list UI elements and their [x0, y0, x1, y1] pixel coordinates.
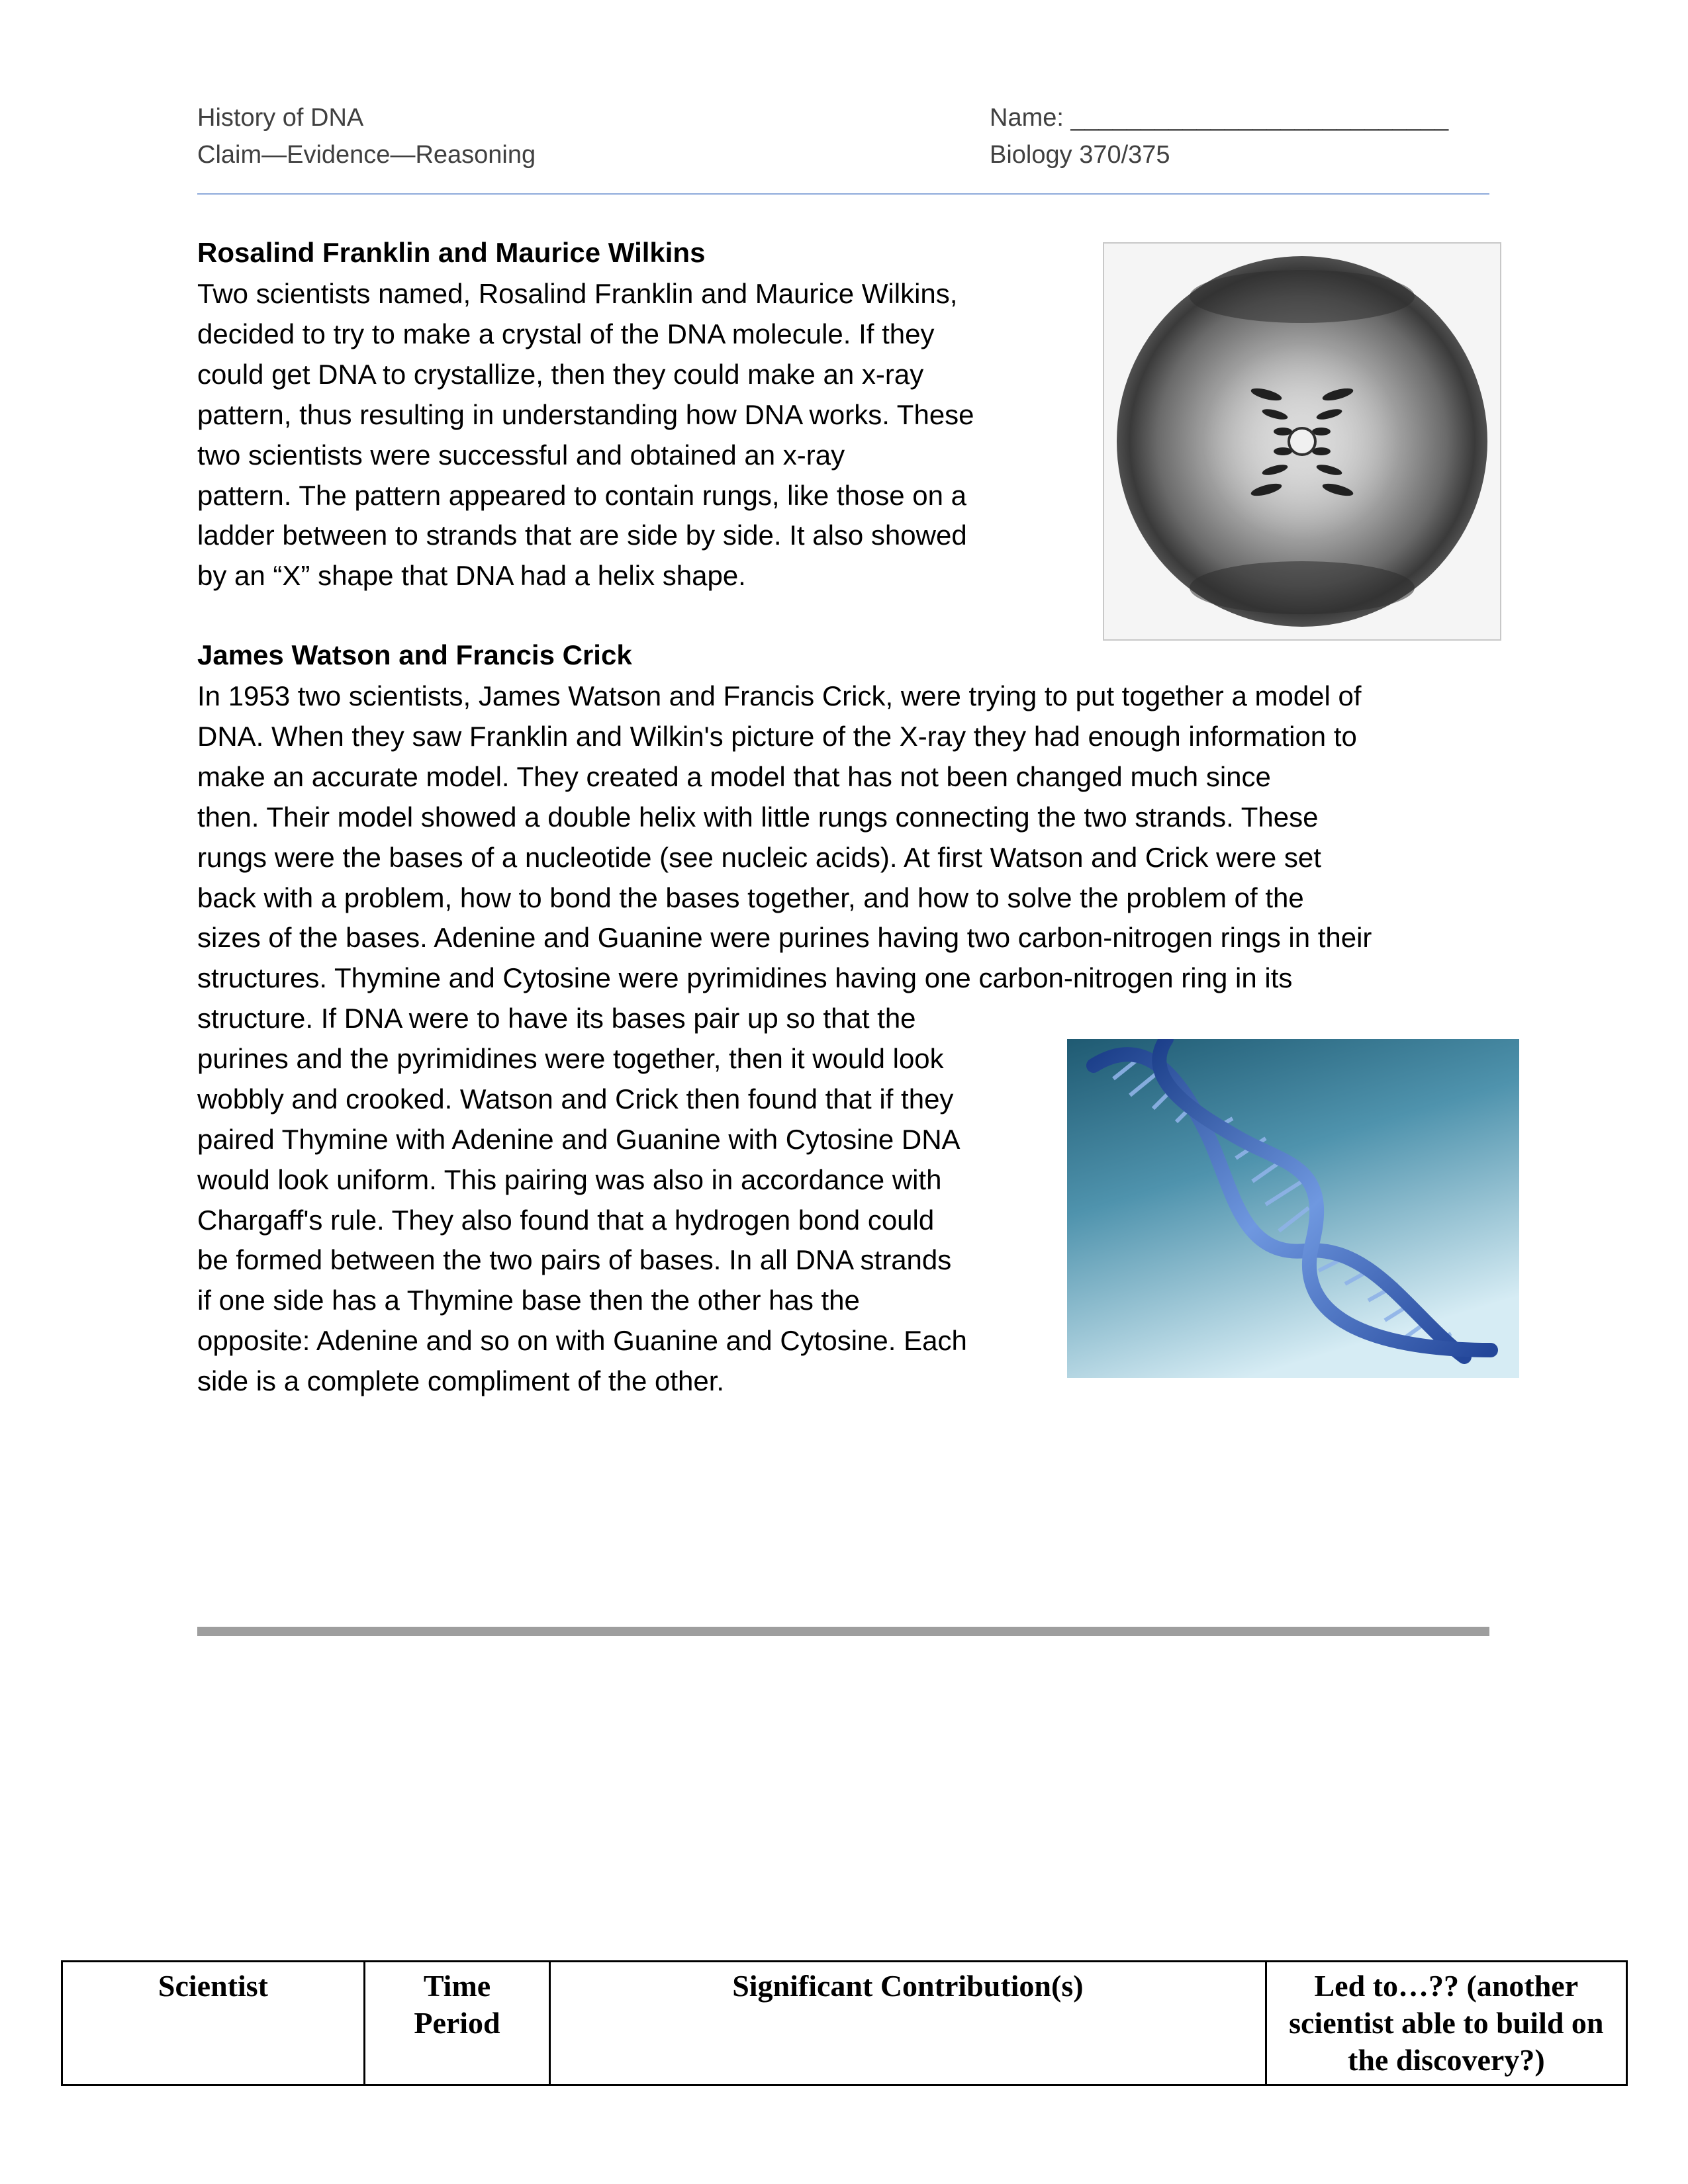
header-left [197, 99, 536, 173]
text-line: be formed between the two pairs of bases. In all DNA strands [197, 1244, 952, 1276]
text-line: then. Their model showed a double helix with little rungs connecting the two strands. These [197, 801, 1319, 833]
col-scientist: Scientist [62, 1962, 365, 2085]
xray-diffraction-graphic [1104, 244, 1500, 639]
franklin-heading: Rosalind Franklin and Maurice Wilkins [197, 237, 706, 268]
dna-helix-image [1067, 1039, 1519, 1378]
col-led-to: Led to…?? (another scientist able to build on the discovery?) [1266, 1962, 1626, 2085]
franklin-paragraph [197, 274, 974, 596]
col-contributions: Significant Contribution(s) [550, 1962, 1266, 2085]
text-line: structure. If DNA were to have its bases pair up so that the [197, 1003, 916, 1034]
text-line: In 1953 two scientists, James Watson and Francis Crick, were trying to put together a model of [197, 680, 1362, 711]
text-line: make an accurate model. They created a model that has not been changed much since [197, 760, 1271, 792]
text-line: rungs were the bases of a nucleotide (see nucleic acids). At first Watson and Crick were set [197, 841, 1321, 873]
text-line: would look uniform. This pairing was also in accordance with [197, 1163, 942, 1195]
dna-helix-graphic [1067, 1039, 1519, 1378]
text-line: DNA. When they saw Franklin and Wilkin's picture of the X-ray they had enough information to [197, 720, 1357, 752]
text-line: Two scientists named, Rosalind Franklin and Maurice Wilkins, [197, 278, 958, 309]
text-line: paired Thymine with Adenine and Guanine with Cytosine DNA [197, 1123, 961, 1155]
doc-title: History of DNA [197, 104, 364, 132]
text-line: decided to try to make a crystal of the DNA molecule. If they [197, 318, 935, 349]
col-time-period-label: Time Period [414, 1969, 500, 2040]
text-line: sizes of the bases. Adenine and Guanine were purines having two carbon-nitrogen rings in their [197, 922, 1372, 954]
text-line: side is a complete compliment of the other. [197, 1365, 725, 1397]
text-line: structures. Thymine and Cytosine were pyrimidines having one carbon-nitrogen ring in its [197, 962, 1293, 994]
text-line: two scientists were successful and obtained an x-ray [197, 439, 845, 471]
watson-heading: James Watson and Francis Crick [197, 639, 632, 670]
section-divider [197, 1627, 1489, 1636]
header-right [990, 99, 1448, 173]
watson-paragraph-narrow [197, 999, 967, 1402]
text-line: wobbly and crooked. Watson and Crick then found that if they [197, 1083, 954, 1115]
doc-subtitle: Claim—Evidence—Reasoning [197, 141, 536, 169]
col-time-period [364, 1962, 549, 2085]
header-rule [197, 193, 1489, 195]
course-label: Biology 370/375 [990, 141, 1170, 169]
text-line: Chargaff's rule. They also found that a hydrogen bond could [197, 1204, 935, 1236]
text-line: by an “X” shape that DNA had a helix shape. [197, 560, 746, 592]
text-line: could get DNA to crystallize, then they could make an x-ray [197, 358, 924, 390]
xray-diffraction-image [1103, 242, 1501, 641]
text-line: opposite: Adenine and so on with Guanine and Cytosine. Each [197, 1325, 967, 1357]
text-line: if one side has a Thymine base then the other has the [197, 1285, 860, 1316]
text-line: purines and the pyrimidines were together, then it would look [197, 1042, 944, 1074]
name-field: Name: ___________________________ [990, 104, 1449, 132]
text-line: pattern, thus resulting in understanding how DNA works. These [197, 398, 974, 430]
watson-paragraph-wide [197, 676, 1372, 999]
table-header-row [62, 1962, 1627, 2085]
contribution-table [61, 1960, 1628, 2086]
text-line: ladder between to strands that are side by side. It also showed [197, 520, 967, 551]
text-line: back with a problem, how to bond the bases together, and how to solve the problem of the [197, 882, 1304, 913]
text-line: pattern. The pattern appeared to contain rungs, like those on a [197, 479, 967, 511]
